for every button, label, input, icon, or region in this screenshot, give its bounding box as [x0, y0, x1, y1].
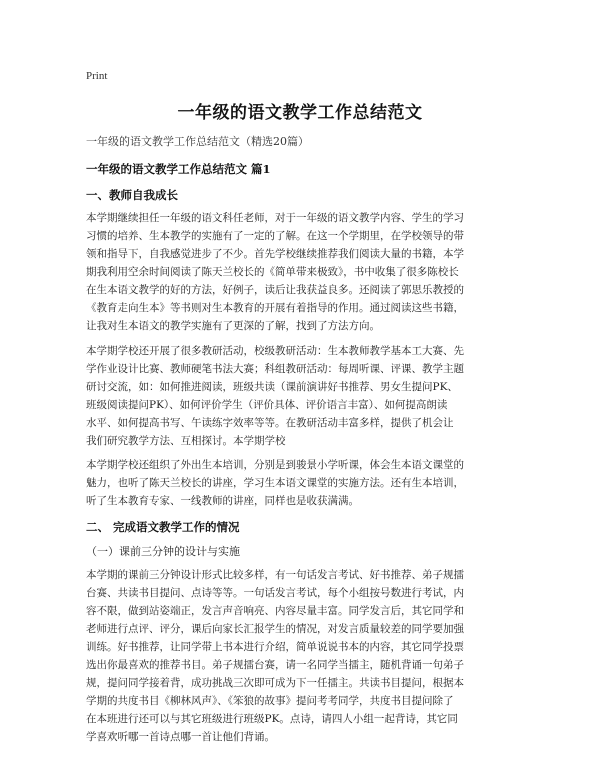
paragraph-2 — [86, 342, 518, 450]
paragraph-line: 在本班进行还可以与其它班级进行班级PK。点诗，请四人小组一起背诗，其它同 — [86, 713, 458, 725]
paragraph-line: 容不限，做到站姿端正，发言声音响亮、内容尽量丰富。同学发言后，其它同学和 — [86, 605, 464, 617]
paragraph-1 — [86, 209, 518, 335]
paragraph-line: 规，提问同学接着背，成功挑战三次即可成为下一任擂主。共读书目提问，根据本 — [86, 677, 464, 689]
document-subtitle: 一年级的语文教学工作总结范文（精选20篇） — [86, 135, 309, 148]
section-heading: 一年级的语文教学工作总结范文 篇1 — [86, 162, 271, 176]
paragraph-line: 我们研究教学方法、互相探讨。本学期学校 — [86, 435, 286, 447]
paragraph-line: 本学期继续担任一年级的语文科任老师，对于一年级的语文教学内容、学生的学习 — [86, 212, 464, 224]
heading-teaching-work: 二、 完成语文教学工作的情况 — [86, 520, 240, 534]
paragraph-line: 期我利用空余时间阅读了陈天兰校长的《简单带来极致》，书中收集了很多陈校长 — [86, 266, 459, 278]
paragraph-3 — [86, 456, 518, 510]
paragraph-line: 训练。好书推荐，让同学带上书本进行介绍，简单说说书本的内容，其它同学投票 — [86, 641, 464, 653]
print-label[interactable]: Print — [86, 70, 108, 82]
paragraph-line: 老师进行点评、评分，课后向家长汇报学生的情况，对发言质量较差的同学要加强 — [86, 623, 464, 635]
paragraph-line: 学作业设计比赛、教师硬笔书法大赛；科组教研活动：每周听课、评课、教学主题 — [86, 363, 464, 375]
paragraph-4 — [86, 566, 518, 746]
paragraph-line: 选出你最喜欢的推荐书目。弟子规擂台赛，请一名同学当擂主，随机背诵一句弟子 — [86, 659, 464, 671]
paragraph-line: 水平、如何提高书写、午读练字效率等等。在教研活动丰富多样，提供了机会让 — [86, 417, 454, 429]
paragraph-line: 习惯的培养、生本教学的实施有了一定的了解。在这一个学期里，在学校领导的带 — [86, 230, 464, 242]
subheading-pre-class: （一）课前三分钟的设计与实施 — [86, 545, 240, 558]
paragraph-line: 本学期学校还组织了外出生本培训，分别是到骏景小学听课，体会生本语文课堂的 — [86, 459, 464, 471]
paragraph-line: 研讨交流，如：如何推进阅读，班级共读（课前演讲好书推荐、男女生提问PK、 — [86, 381, 458, 393]
paragraph-line: 本学期的课前三分钟设计形式比较多样，有一句话发言考试、好书推荐、弟子规擂 — [86, 569, 464, 581]
paragraph-line: 学期的共度书目《柳林风声》、《笨狼的故事》提问考考同学，共度书目提问除了 — [86, 695, 454, 707]
page-title: 一年级的语文教学工作总结范文 — [177, 103, 423, 123]
paragraph-line: 听了生本教育专家、一线教师的讲座，同样也是收获满满。 — [86, 495, 359, 507]
paragraph-line: 领和指导下，自我感觉进步了不少。首先学校继续推荐我们阅读大量的书籍，本学 — [86, 248, 464, 260]
paragraph-line: 魅力，也听了陈天兰校长的讲座，学习生本语文课堂的实施方法。还有生本培训， — [86, 477, 464, 489]
heading-teacher-growth: 一、教师自我成长 — [86, 188, 178, 202]
paragraph-line: 台赛、共读书目提问、点诗等等。一句话发言考试，每个小组按号数进行考试，内 — [86, 587, 464, 599]
paragraph-line: 学喜欢听哪一首诗点哪一首让他们背诵。 — [86, 731, 275, 743]
paragraph-line: 在生本语文教学的好的方法，好例子，读后让我获益良多。还阅读了郭思乐教授的 — [86, 284, 464, 296]
paragraph-line: 《教育走向生本》等书则对生本教育的开展有着指导的作用。通过阅读这些书籍， — [86, 302, 464, 314]
paragraph-line: 本学期学校还开展了很多教研活动，校级教研活动：生本教师教学基本工大赛、先 — [86, 345, 464, 357]
paragraph-line: 让我对生本语文的教学实施有了更深的了解，找到了方法方向。 — [86, 320, 380, 332]
paragraph-line: 班级阅读提问PK）、如何评价学生（评价具体、评价语言丰富）、如何提高朗读 — [86, 399, 448, 411]
